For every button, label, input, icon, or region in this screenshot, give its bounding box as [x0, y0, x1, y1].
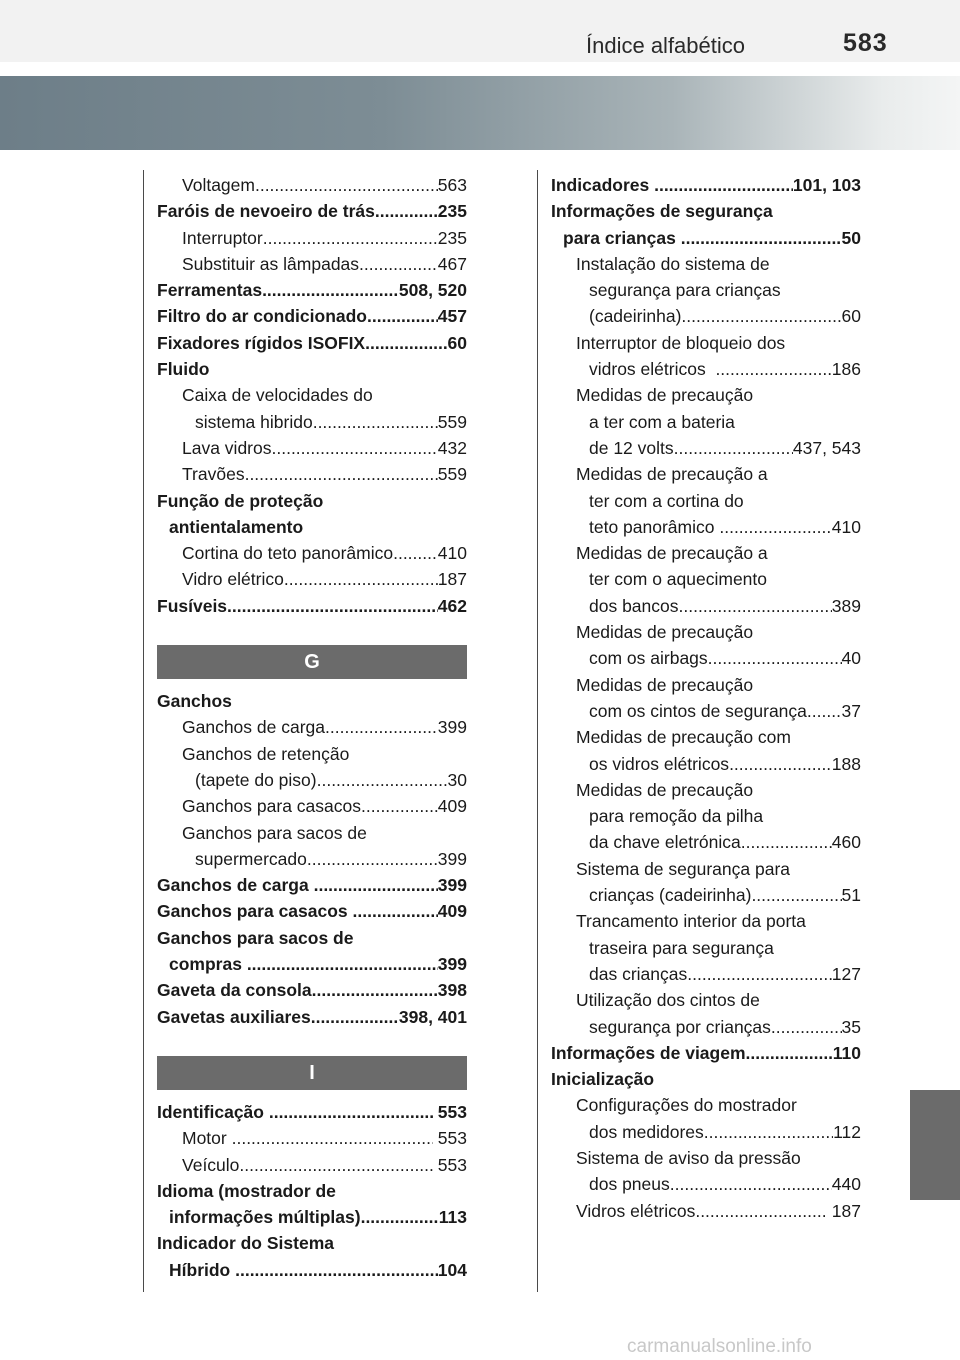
page-reference: 398, 401 [398, 1006, 467, 1027]
page-reference: 399 [437, 875, 467, 896]
dot-leader [235, 1257, 438, 1283]
page-reference: 389 [831, 595, 861, 616]
page-reference: 113 [438, 1207, 467, 1228]
index-term: traseira para segurança [589, 937, 774, 958]
page-reference: 112 [833, 1121, 861, 1142]
index-term: Informações de viagem [551, 1042, 746, 1063]
dot-leader [681, 225, 842, 251]
index-entry [551, 330, 861, 356]
index-entry [551, 277, 861, 303]
dot-leader [269, 1099, 433, 1125]
dot-leader [807, 698, 842, 724]
index-entry [157, 198, 467, 224]
page-reference: 235 [437, 227, 467, 248]
dot-leader [719, 514, 831, 540]
index-entry [157, 714, 467, 740]
index-term: Voltagem [182, 175, 255, 195]
page-reference: 51 [841, 885, 861, 906]
index-entry [157, 1004, 467, 1030]
index-term: vidros elétricos [589, 359, 716, 380]
index-entry [157, 435, 467, 461]
index-entry [551, 1145, 861, 1171]
index-term: Trancamento interior da porta [576, 911, 806, 932]
index-term: Medidas de precaução [576, 779, 754, 800]
dot-leader [247, 951, 438, 977]
dot-leader [353, 898, 438, 924]
page-reference: 460 [831, 832, 861, 853]
section-header: G [157, 645, 467, 679]
index-entry [551, 566, 861, 592]
index-entry [551, 514, 861, 540]
page-reference: 399 [437, 954, 467, 975]
dot-leader [313, 409, 438, 435]
index-term: Fixadores rígidos ISOFIX [157, 332, 366, 353]
page-reference: 399 [437, 717, 467, 738]
page-reference: 187 [437, 569, 467, 590]
page-reference: 467 [437, 253, 467, 274]
index-entry [157, 225, 467, 251]
dot-leader [367, 303, 438, 329]
page-reference: 553 [432, 1154, 467, 1175]
index-entry [157, 514, 467, 540]
index-term: Medidas de precaução [576, 622, 754, 643]
page-reference: 40 [841, 648, 861, 669]
page-reference: 127 [831, 963, 861, 984]
index-entry [551, 672, 861, 698]
page-reference: 440 [831, 1174, 861, 1195]
index-entry [551, 225, 861, 251]
left-column-rule [143, 170, 144, 1292]
page-reference: 462 [437, 595, 467, 616]
decorative-banner [0, 76, 960, 150]
dot-leader [771, 1014, 842, 1040]
index-entry [551, 1119, 861, 1145]
index-term: Ganchos de carga [182, 717, 326, 738]
index-entry [551, 488, 861, 514]
index-entry [551, 540, 861, 566]
index-term: Idioma (mostrador de [157, 1180, 336, 1201]
page-reference: 553 [432, 1101, 467, 1122]
index-term: dos pneus [589, 1174, 670, 1195]
index-entry [157, 409, 467, 435]
dot-leader [704, 1119, 833, 1145]
page-title: Índice alfabético [586, 33, 745, 58]
index-entry [551, 1171, 861, 1197]
page-reference: 188 [831, 753, 861, 774]
index-term: informações múltiplas) [169, 1207, 361, 1228]
index-term: segurança para crianças [589, 280, 781, 301]
index-term: Ganchos para casacos [182, 796, 361, 817]
page-reference: 37 [841, 700, 861, 721]
page-reference: 60 [447, 332, 467, 353]
index-term: Ganchos de retenção [182, 743, 350, 764]
index-entry [551, 1014, 861, 1040]
index-term: Instalação do sistema de [576, 253, 770, 274]
dot-leader [751, 882, 841, 908]
index-entry [551, 435, 861, 461]
index-entry [551, 593, 861, 619]
dot-leader [746, 1040, 833, 1066]
page-reference: 35 [841, 1016, 861, 1037]
index-term: Ganchos para casacos [157, 901, 353, 922]
index-entry [157, 461, 467, 487]
page-reference: 410 [437, 543, 467, 564]
index-term: Informações de segurança [551, 201, 773, 222]
index-entry [551, 829, 861, 855]
index-term: Medidas de precaução com [576, 727, 791, 748]
index-entry [157, 1257, 467, 1283]
dot-leader [325, 714, 438, 740]
dot-leader [654, 172, 793, 198]
index-term: ter com o aquecimento [589, 569, 768, 590]
index-entry [157, 382, 467, 408]
index-term: antientalamento [169, 516, 304, 537]
index-entry [157, 925, 467, 951]
dot-leader [741, 829, 832, 855]
index-entry [157, 767, 467, 793]
index-entry [157, 688, 467, 714]
index-entry [551, 803, 861, 829]
dot-leader [681, 303, 841, 329]
dot-leader [284, 566, 438, 592]
index-entry [551, 751, 861, 777]
index-term: Interruptor de bloqueio dos [576, 332, 786, 353]
dot-leader [361, 1204, 439, 1230]
page-reference: 30 [447, 769, 467, 790]
index-entry [157, 872, 467, 898]
dot-leader [314, 872, 438, 898]
dot-leader [729, 751, 832, 777]
page-reference: 187 [826, 1200, 861, 1221]
page-header [0, 0, 960, 62]
page-reference: 409 [437, 796, 467, 817]
index-term: sistema hibrido [195, 411, 313, 432]
page-reference: 110 [832, 1042, 861, 1063]
index-term: para crianças [563, 227, 681, 248]
index-term: com os airbags [589, 648, 708, 669]
watermark: carmanualsonline.info [627, 1336, 812, 1357]
index-entry [551, 698, 861, 724]
index-column-left [157, 172, 467, 1283]
page-reference: 563 [437, 175, 467, 195]
dot-leader [361, 793, 438, 819]
index-term: dos medidores [589, 1121, 704, 1142]
index-term: Híbrido [169, 1259, 236, 1280]
index-term: Vidros elétricos [576, 1200, 696, 1221]
index-entry [551, 882, 861, 908]
index-entry [157, 1230, 467, 1256]
dot-leader [245, 461, 438, 487]
index-term: Gaveta da consola [157, 980, 312, 1001]
index-entry [551, 724, 861, 750]
index-term: Travões [182, 464, 245, 485]
dot-leader [232, 1125, 433, 1151]
index-entry [551, 356, 861, 382]
index-entry [157, 977, 467, 1003]
dot-leader [262, 277, 399, 303]
page-reference: 398 [437, 980, 467, 1001]
index-term: Medidas de precaução a [576, 464, 768, 485]
index-term: Indicador do Sistema [157, 1233, 334, 1254]
page-reference: 101, 103 [792, 175, 861, 195]
page-number: 583 [843, 29, 888, 57]
dot-leader [263, 225, 438, 251]
index-entry [157, 1125, 467, 1151]
dot-leader [393, 540, 438, 566]
chapter-thumb-tab [910, 1090, 960, 1200]
index-term: Ganchos de carga [157, 875, 314, 896]
index-term: a ter com a bateria [589, 411, 735, 432]
dot-leader [239, 1152, 433, 1178]
index-entry [551, 251, 861, 277]
page-reference: 60 [841, 306, 861, 327]
dot-leader [679, 593, 832, 619]
dot-leader [687, 961, 832, 987]
page-reference: 432 [437, 437, 467, 458]
dot-leader [255, 172, 438, 198]
index-entry [551, 382, 861, 408]
index-term: Substituir as lâmpadas [182, 253, 360, 274]
index-entry [157, 356, 467, 382]
dot-leader [359, 251, 438, 277]
index-term: dos bancos [589, 595, 679, 616]
index-entry [551, 619, 861, 645]
index-entry [157, 566, 467, 592]
index-entry [551, 1040, 861, 1066]
index-entry [551, 935, 861, 961]
index-term: Indicadores [551, 175, 655, 195]
index-entry [551, 961, 861, 987]
page-reference: 559 [437, 464, 467, 485]
page-reference: 235 [437, 201, 467, 222]
index-entry [551, 198, 861, 224]
dot-leader [365, 330, 447, 356]
index-entry [157, 330, 467, 356]
index-term: com os cintos de segurança [589, 700, 807, 721]
dot-leader [227, 593, 438, 619]
index-term: Veículo [182, 1154, 240, 1175]
dot-leader [272, 435, 438, 461]
index-entry [157, 593, 467, 619]
index-entry [157, 540, 467, 566]
index-term: Utilização dos cintos de [576, 990, 760, 1011]
index-entry [157, 303, 467, 329]
index-entry [157, 488, 467, 514]
index-entry [551, 172, 861, 198]
index-term: Cortina do teto panorâmico [182, 543, 394, 564]
index-term: Filtro do ar condicionado [157, 306, 367, 327]
index-entry [551, 645, 861, 671]
index-term: teto panorâmico [589, 516, 720, 537]
index-entry [551, 409, 861, 435]
index-entry [157, 1099, 467, 1125]
page-reference: 409 [437, 901, 467, 922]
index-term: Gavetas auxiliares [157, 1006, 311, 1027]
index-entry [157, 846, 467, 872]
dot-leader [311, 1004, 399, 1030]
index-term: Medidas de precaução a [576, 543, 768, 564]
dot-leader [715, 356, 831, 382]
index-entry [157, 1178, 467, 1204]
index-entry [551, 1092, 861, 1118]
index-term: Ganchos para sacos de [182, 822, 367, 843]
index-term: Motor [182, 1128, 232, 1149]
index-entry [551, 777, 861, 803]
index-column-right [551, 172, 861, 1224]
page-reference: 559 [437, 411, 467, 432]
center-column-rule [537, 170, 538, 1292]
index-term: Medidas de precaução [576, 674, 754, 695]
section-header: I [157, 1056, 467, 1090]
dot-leader [307, 846, 438, 872]
page-reference: 437, 543 [792, 437, 861, 458]
page-reference: 410 [831, 516, 861, 537]
index-entry [551, 1198, 861, 1224]
index-entry [551, 856, 861, 882]
index-term: Ferramentas [157, 280, 263, 301]
index-term: Vidro elétrico [182, 569, 284, 590]
index-term: Sistema de segurança para [576, 858, 791, 879]
index-entry [157, 1204, 467, 1230]
index-entry [157, 793, 467, 819]
page-reference: 457 [437, 306, 467, 327]
dot-leader [708, 645, 842, 671]
index-entry [551, 1066, 861, 1092]
page-reference: 553 [432, 1128, 467, 1149]
index-entry [157, 172, 467, 198]
index-term: Identificação [157, 1101, 269, 1122]
index-term: Ganchos para sacos de [157, 927, 354, 948]
index-entry [157, 951, 467, 977]
index-term: Fluido [157, 359, 210, 380]
index-term: Sistema de aviso da pressão [576, 1147, 801, 1168]
index-term: ter com a cortina do [589, 490, 744, 511]
index-term: compras [169, 954, 247, 975]
index-term: Faróis de nevoeiro de trás [157, 201, 375, 222]
page-reference: 104 [437, 1259, 467, 1280]
page-reference: 399 [437, 848, 467, 869]
index-term: Medidas de precaução [576, 385, 754, 406]
index-entry [157, 741, 467, 767]
index-term: Função de proteção [157, 490, 324, 511]
index-term: para remoção da pilha [589, 806, 764, 827]
dot-leader [695, 1198, 827, 1224]
index-entry [157, 277, 467, 303]
dot-leader [317, 767, 448, 793]
index-term: da chave eletrónica [589, 832, 741, 853]
index-term: das crianças [589, 963, 688, 984]
index-entry [551, 303, 861, 329]
index-entry [551, 908, 861, 934]
index-term: os vidros elétricos [589, 753, 730, 774]
dot-leader [312, 977, 438, 1003]
index-term: Caixa de velocidades do [182, 385, 373, 406]
page-reference: 508, 520 [398, 280, 467, 301]
page-reference: 186 [831, 359, 861, 380]
index-term: crianças (cadeirinha) [589, 885, 752, 906]
index-entry [551, 461, 861, 487]
index-entry [157, 1152, 467, 1178]
index-term: supermercado [195, 848, 307, 869]
index-term: Configurações do mostrador [576, 1095, 797, 1116]
index-term: Lava vidros [182, 437, 272, 458]
index-entry [551, 987, 861, 1013]
index-term: Interruptor [182, 227, 263, 248]
index-entry [157, 251, 467, 277]
dot-leader [375, 198, 438, 224]
index-term: Fusíveis [157, 595, 228, 616]
index-term: Inicialização [551, 1069, 655, 1090]
index-entry [157, 820, 467, 846]
index-term: (tapete do piso) [195, 769, 317, 790]
dot-leader [670, 1171, 832, 1197]
index-term: segurança por crianças [589, 1016, 771, 1037]
index-term: Ganchos [157, 691, 232, 712]
index-entry [157, 898, 467, 924]
index-term: de 12 volts [589, 437, 674, 458]
index-term: (cadeirinha) [589, 306, 682, 327]
dot-leader [674, 435, 793, 461]
page-reference: 50 [841, 227, 861, 248]
